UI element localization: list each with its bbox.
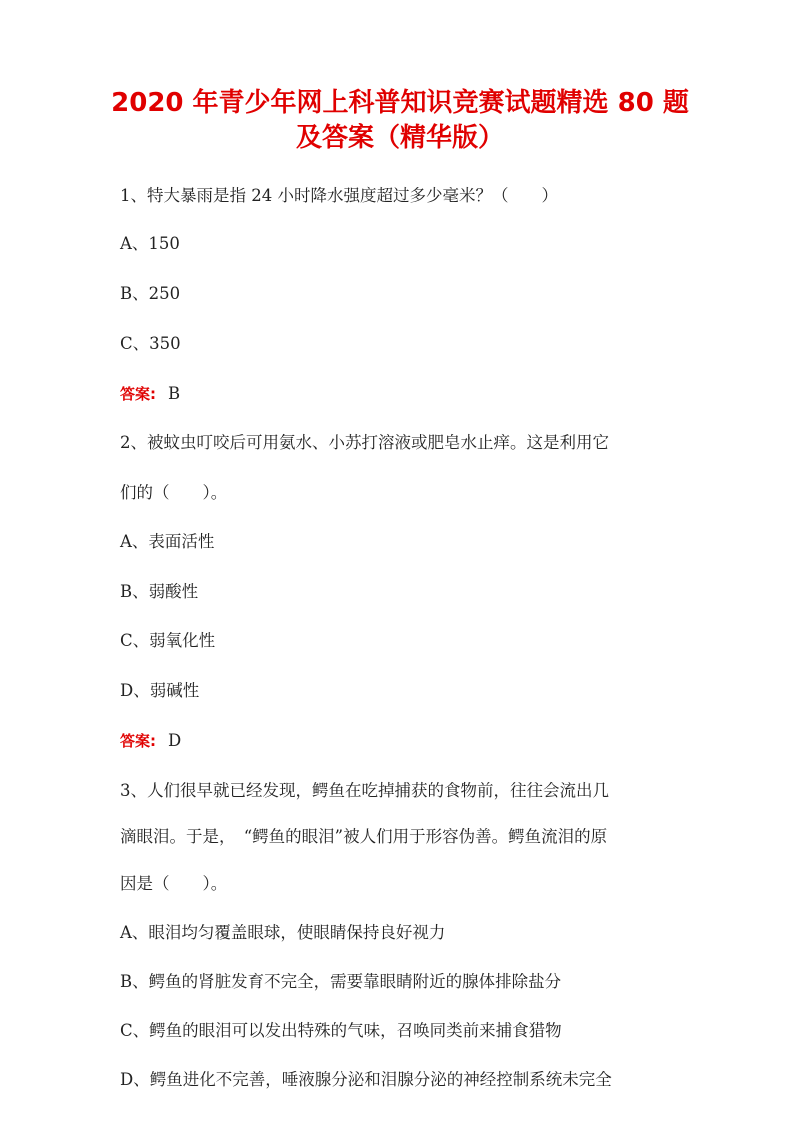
question-1-text: 1、特大暴雨是指 24 小时降水强度超过多少毫米？（ ） — [120, 186, 558, 205]
question-2-option-c: C、弱氧化性 — [120, 631, 216, 650]
answer-label: 答案: — [120, 732, 156, 750]
question-1-option-c: C、350 — [120, 334, 181, 353]
document-title-line-2: 及答案（精华版） — [295, 123, 504, 153]
question-3-option-c: C、鳄鱼的眼泪可以发出特殊的气味，召唤同类前来捕食猎物 — [120, 1021, 562, 1040]
question-2-option-a: A、表面活性 — [120, 532, 215, 551]
question-3-option-d: D、鳄鱼进化不完善，唾液腺分泌和泪腺分泌的神经控制系统未完全 — [120, 1070, 612, 1089]
question-2-text-line-2: 们的（ ）。 — [120, 483, 228, 502]
question-3-text-line-2: 滴眼泪。于是， “鳄鱼的眼泪”被人们用于形容伪善。鳄鱼流泪的原 — [120, 827, 608, 846]
answer-label: 答案: — [120, 385, 156, 403]
question-2-answer — [120, 729, 181, 753]
answer-value: B — [168, 384, 181, 403]
question-1-option-a: A、150 — [120, 234, 180, 253]
question-3-option-b: B、鳄鱼的肾脏发育不完全，需要靠眼睛附近的腺体排除盐分 — [120, 972, 562, 991]
question-1-option-b: B、250 — [120, 284, 181, 303]
answer-value: D — [168, 731, 182, 750]
question-1-answer — [120, 382, 180, 406]
question-2-option-b: B、弱酸性 — [120, 582, 199, 601]
question-3-text-line-1: 3、人们很早就已经发现，鳄鱼在吃掉捕获的食物前，往往会流出几 — [120, 781, 609, 800]
question-3-option-a: A、眼泪均匀覆盖眼球，使眼睛保持良好视力 — [120, 923, 446, 942]
question-3-text-line-3: 因是（ ）。 — [120, 874, 228, 893]
question-2-text-line-1: 2、被蚊虫叮咬后可用氨水、小苏打溶液或肥皂水止痒。这是利用它 — [120, 433, 609, 452]
document-title-line-1: 2020 年青少年网上科普知识竞赛试题精选 80 题 — [111, 88, 689, 118]
question-2-option-d: D、弱碱性 — [120, 681, 200, 700]
